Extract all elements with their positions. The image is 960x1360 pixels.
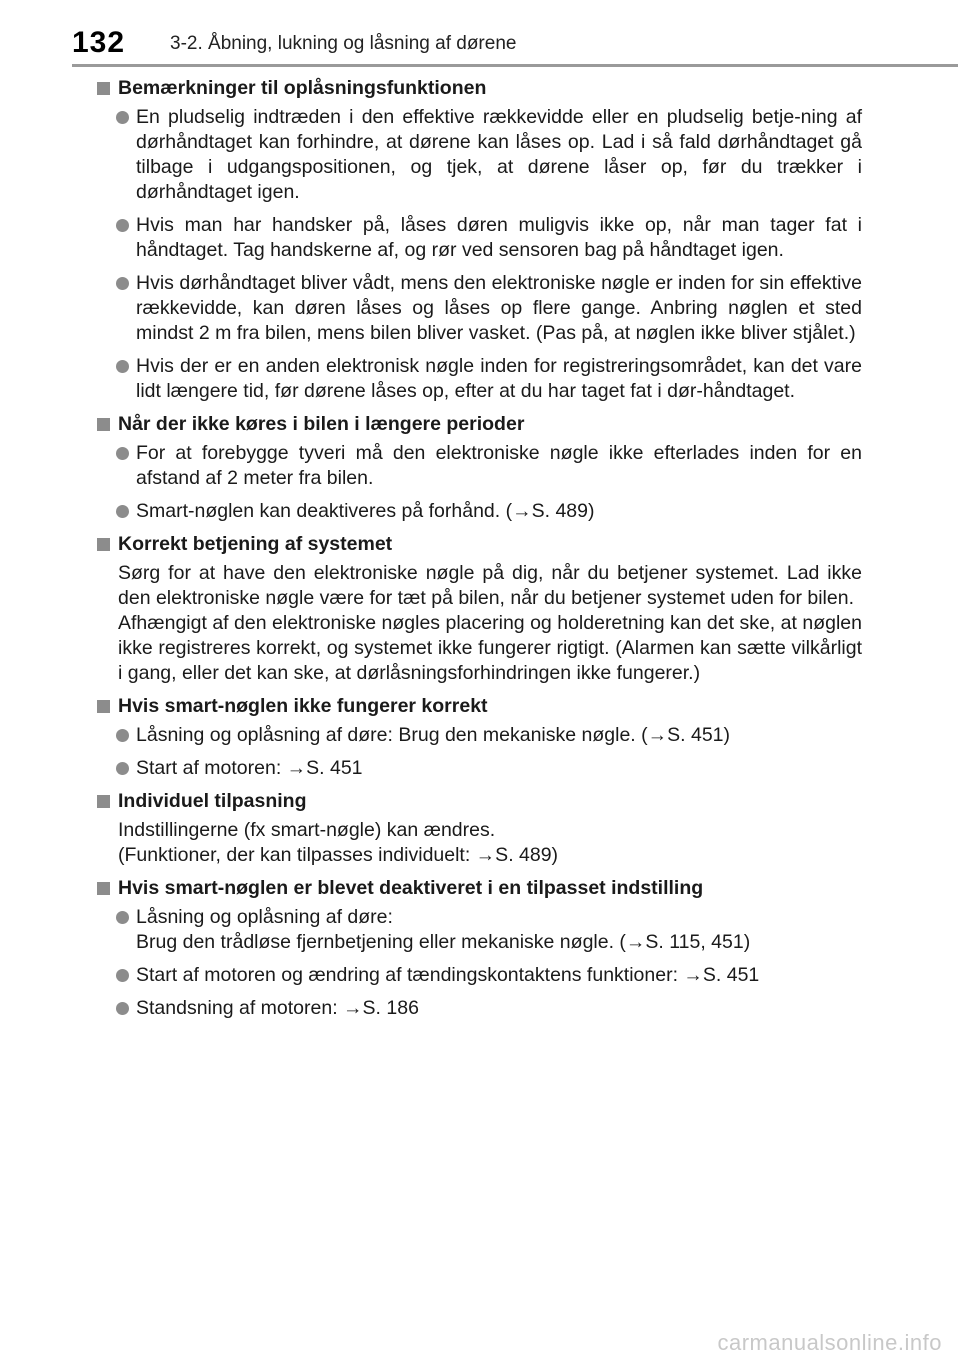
section-heading: Når der ikke køres i bilen i længere perioder [96, 412, 862, 437]
page-header [72, 26, 932, 62]
round-bullet-icon [116, 969, 129, 982]
list-item: Hvis der er en anden elektronisk nøgle inden for registreringsområdet, kan det vare lidt længere tid, før dørene låses op, efter at du har taget fat i dør-håndtaget. [96, 354, 862, 404]
round-bullet-icon [116, 1002, 129, 1015]
section-heading: Hvis smart-nøglen ikke fungerer korrekt [96, 694, 862, 719]
round-bullet-icon [116, 729, 129, 742]
section-unlock-notes [96, 76, 862, 404]
paragraph: Indstillingerne (fx smart-nøgle) kan ændres. [118, 819, 496, 841]
round-bullet-icon [116, 360, 129, 373]
list-item: For at forebygge tyveri må den elektroniske nøgle ikke efterlades inden for en afstand af 2 meter fra bilen. [96, 441, 862, 491]
list-item: Låsning og oplåsning af døre: Brug den trådløse fjernbetjening eller mekaniske nøgle. (→S. 115, 451) [96, 905, 862, 955]
header-divider [72, 64, 958, 67]
chapter-title: 3-2. Åbning, lukning og låsning af dørene [170, 33, 517, 54]
paragraph: (Funktioner, der kan tilpasses individuelt: →S. 489) [118, 844, 559, 866]
square-bullet-icon [97, 882, 110, 895]
round-bullet-icon [116, 762, 129, 775]
round-bullet-icon [116, 505, 129, 518]
round-bullet-icon [116, 911, 129, 924]
section-correct-operation [96, 532, 862, 686]
round-bullet-icon [116, 447, 129, 460]
list-item: Standsning af motoren: →S. 186 [96, 996, 862, 1021]
page-number: 132 [72, 26, 126, 59]
square-bullet-icon [97, 700, 110, 713]
section-deactivated [96, 876, 862, 1021]
section-heading: Individuel tilpasning [96, 789, 862, 814]
square-bullet-icon [97, 795, 110, 808]
list-item-continuation: Brug den trådløse fjernbetjening eller mekaniske nøgle. (→S. 115, 451) [136, 931, 751, 953]
list-item: Låsning og oplåsning af døre: Brug den mekaniske nøgle. (→S. 451) [96, 723, 862, 748]
list-item: Start af motoren og ændring af tændingskontaktens funktioner: →S. 451 [96, 963, 862, 988]
section-customization [96, 789, 862, 868]
paragraph: Afhængigt af den elektroniske nøgles placering og holderetning kan det ske, at nøglen ikke registreres korrekt, og systemet ikke fungerer rigtigt. (Alarmen kan sætte vilkårligt i gang, eller det kan ske, at dørlåsningsforhindringen ikke fungerer.) [118, 612, 862, 684]
list-item: En pludselig indtræden i den effektive rækkevidde eller en pludselig betje-ning af dørhåndtaget kan forhindre, at dørene kan låses op. Lad i så fald dørhåndtaget gå tilbage i udgangspositionen, og tjek, at dørene låser op, før du trækker i dørhåndtaget igen. [96, 105, 862, 205]
watermark: carmanualsonline.info [717, 1330, 942, 1355]
square-bullet-icon [97, 538, 110, 551]
round-bullet-icon [116, 219, 129, 232]
list-item: Smart-nøglen kan deaktiveres på forhånd. (→S. 489) [96, 499, 862, 524]
page-content [96, 76, 862, 1029]
section-heading: Hvis smart-nøglen er blevet deaktiveret i en tilpasset indstilling [96, 876, 862, 901]
list-item: Hvis dørhåndtaget bliver vådt, mens den elektroniske nøgle er inden for sin effektive rækkevidde, kan døren låses og låses op flere gange. Anbring nøglen et sted mindst 2 m fra bilen, mens bilen bliver vasket. (Pas på, at nøglen ikke bliver stjålet.) [96, 271, 862, 346]
paragraph: Sørg for at have den elektroniske nøgle på dig, når du betjener systemet. Lad ikke den elektroniske nøgle være for tæt på bilen, når du betjener systemet uden for bilen. [118, 562, 862, 609]
round-bullet-icon [116, 111, 129, 124]
list-item: Start af motoren: →S. 451 [96, 756, 862, 781]
section-heading: Bemærkninger til oplåsningsfunktionen [96, 76, 862, 101]
section-long-periods [96, 412, 862, 524]
round-bullet-icon [116, 277, 129, 290]
square-bullet-icon [97, 82, 110, 95]
section-heading: Korrekt betjening af systemet [96, 532, 862, 557]
list-item: Hvis man har handsker på, låses døren muligvis ikke op, når man tager fat i håndtaget. Tag handskerne af, og rør ved sensoren bag på håndtaget igen. [96, 213, 862, 263]
section-malfunction [96, 694, 862, 781]
square-bullet-icon [97, 418, 110, 431]
